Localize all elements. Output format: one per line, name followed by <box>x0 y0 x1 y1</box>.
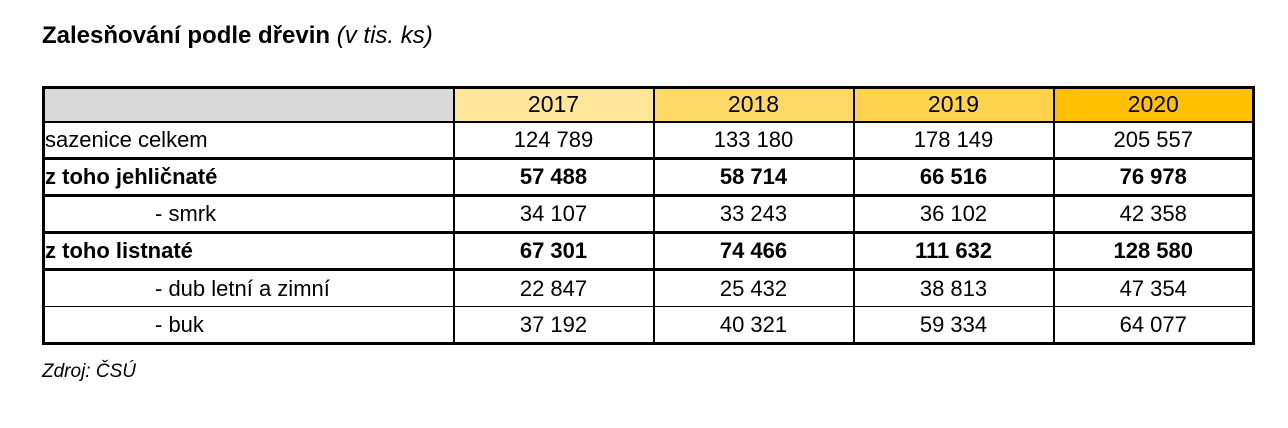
value-cell: 205 557 <box>1054 122 1254 159</box>
value-cell: 74 466 <box>654 233 854 270</box>
value-cell: 47 354 <box>1054 270 1254 307</box>
value-cell: 59 334 <box>854 307 1054 344</box>
value-cell: 42 358 <box>1054 196 1254 233</box>
header-row <box>44 88 1254 122</box>
table-row <box>44 233 1254 270</box>
row-label: sazenice celkem <box>44 122 454 159</box>
value-cell: 58 714 <box>654 159 854 196</box>
value-cell: 22 847 <box>454 270 654 307</box>
row-label: z toho jehličnaté <box>44 159 454 196</box>
value-cell: 67 301 <box>454 233 654 270</box>
table-header <box>44 88 1254 122</box>
title-text: Zalesňování podle dřevin <box>42 22 331 49</box>
header-cell-2018: 2018 <box>654 88 854 122</box>
source-note: Zdroj: ČSÚ <box>42 361 136 382</box>
table-row <box>44 159 1254 196</box>
value-cell: 76 978 <box>1054 159 1254 196</box>
header-cell-2019: 2019 <box>854 88 1054 122</box>
value-cell: 25 432 <box>654 270 854 307</box>
header-cell-2017: 2017 <box>454 88 654 122</box>
table-row <box>44 196 1254 233</box>
table-row <box>44 270 1254 307</box>
value-cell: 124 789 <box>454 122 654 159</box>
value-cell: 34 107 <box>454 196 654 233</box>
value-cell: 57 488 <box>454 159 654 196</box>
row-label: z toho listnaté <box>44 233 454 270</box>
afforestation-table <box>42 86 1255 345</box>
value-cell: 178 149 <box>854 122 1054 159</box>
value-cell: 66 516 <box>854 159 1054 196</box>
value-cell: 64 077 <box>1054 307 1254 344</box>
row-label: - dub letní a zimní <box>44 270 454 307</box>
value-cell: 38 813 <box>854 270 1054 307</box>
value-cell: 128 580 <box>1054 233 1254 270</box>
value-cell: 111 632 <box>854 233 1054 270</box>
row-label: - buk <box>44 307 454 344</box>
value-cell: 33 243 <box>654 196 854 233</box>
value-cell: 40 321 <box>654 307 854 344</box>
table-row <box>44 122 1254 159</box>
row-label: - smrk <box>44 196 454 233</box>
value-cell: 37 192 <box>454 307 654 344</box>
header-cell-label <box>44 88 454 122</box>
table-row <box>44 307 1254 344</box>
value-cell: 133 180 <box>654 122 854 159</box>
value-cell: 36 102 <box>854 196 1054 233</box>
title-unit: (v tis. ks) <box>336 22 433 49</box>
header-cell-2020: 2020 <box>1054 88 1254 122</box>
table-body <box>44 122 1254 344</box>
page-title <box>42 22 1288 50</box>
